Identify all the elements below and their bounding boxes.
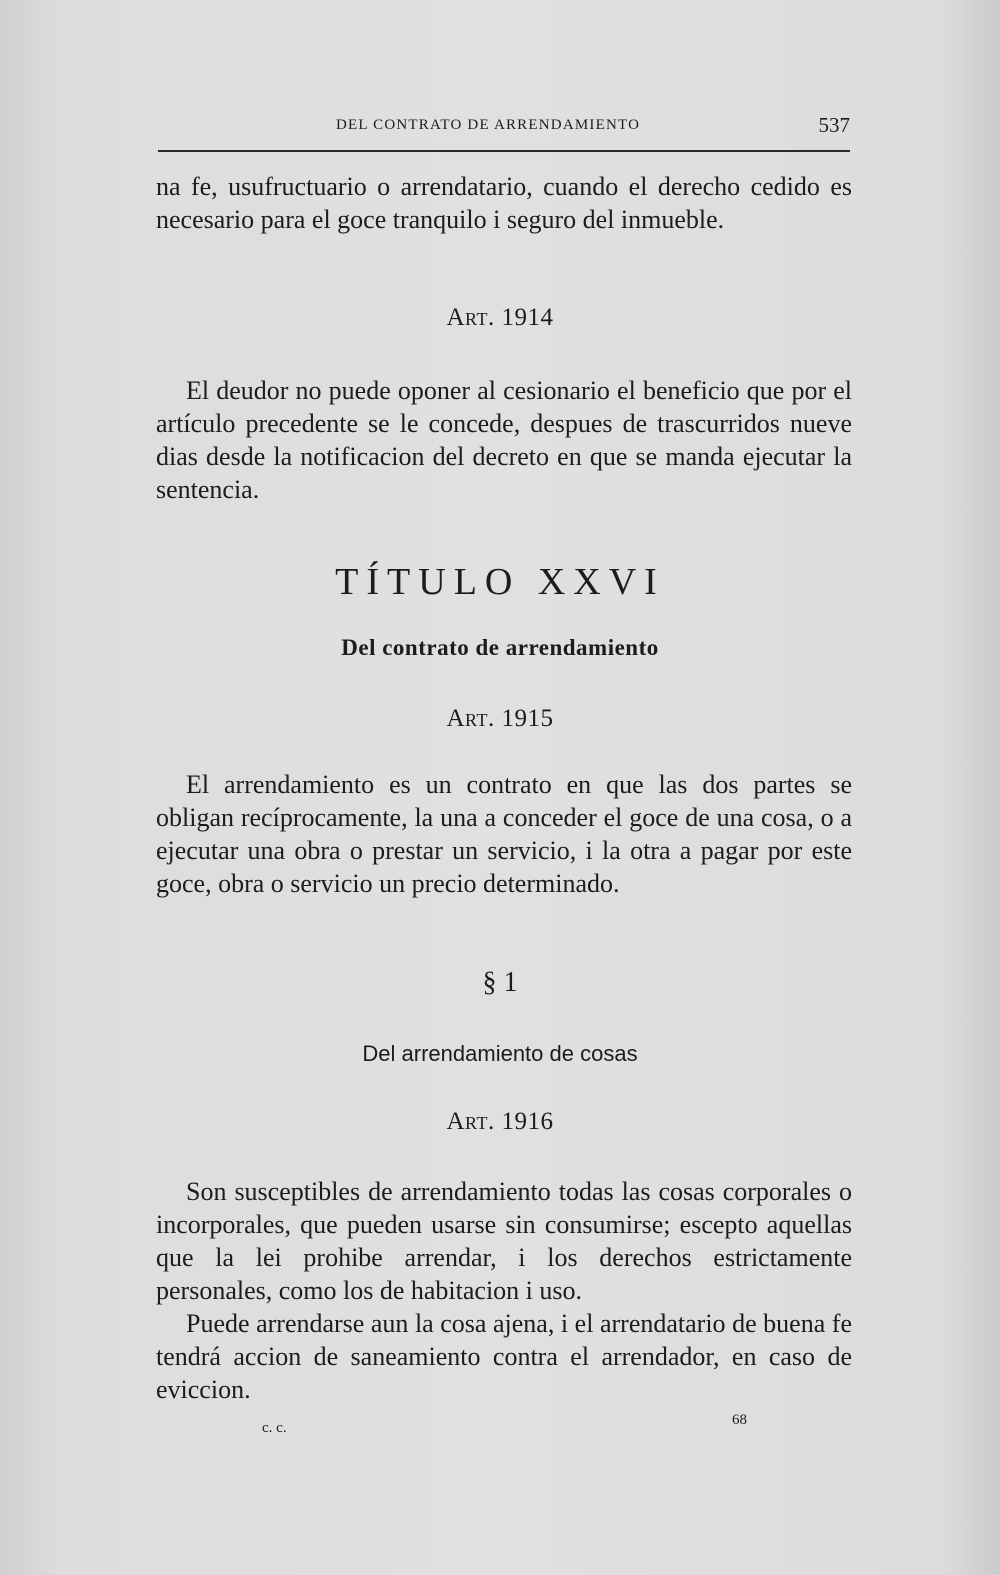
page-number: 537 [818, 113, 850, 137]
section-title: Del arrendamiento de cosas [362, 1041, 638, 1066]
sheet-number: 68 [732, 1412, 747, 1428]
title-heading: TÍTULO XXVI [335, 561, 665, 603]
article-number: 1915 [501, 705, 554, 732]
article-number: 1916 [501, 1108, 554, 1135]
article-number: 1914 [501, 304, 554, 331]
paragraph: El deudor no puede oponer al cesionario el beneficio que por el artículo precedente se le concede, despues de trascurridos nueve dias desde la notificacion del decreto en que se manda ejecutar la sentencia. [156, 376, 852, 504]
title-subheading: Del contrato de arrendamiento [341, 635, 659, 660]
running-head: DEL CONTRATO DE ARRENDAMIENTO [336, 117, 641, 133]
article-heading-1914 [0, 304, 1000, 332]
signature-mark: c. c. [262, 1420, 287, 1436]
header-rule [158, 150, 850, 152]
article-1914-body [156, 374, 852, 506]
article-heading-1915 [0, 705, 1000, 733]
article-1916-body [156, 1175, 852, 1406]
article-heading-1916 [0, 1108, 1000, 1136]
article-label: Art. [446, 304, 495, 331]
paragraph: El arrendamiento es un contrato en que las dos partes se obligan recíprocamente, la una a conceder el goce de una cosa, o a ejecutar una obra o prestar un servicio, i la otra a pagar por este goce, obra o servicio un precio determinado. [156, 770, 852, 898]
article-label: Art. [446, 1108, 495, 1135]
paragraph: Son susceptibles de arrendamiento todas las cosas corporales o incorporales, que pueden usarse sin consumirse; escepto aquellas que la lei prohibe arrendar, i los derechos estrictamente personales, como los de habitacion i uso. [156, 1177, 852, 1305]
article-1915-body [156, 768, 852, 900]
paragraph: Puede arrendarse aun la cosa ajena, i el arrendatario de buena fe tendrá accion de saneamiento contra el arrendador, en caso de eviccion. [156, 1309, 852, 1404]
article-label: Art. [446, 705, 495, 732]
continued-paragraph [156, 170, 852, 236]
page-header [158, 113, 850, 143]
section-mark: § 1 [482, 967, 518, 998]
paragraph: na fe, usufructuario o arrendatario, cuando el derecho cedido es necesario para el goce tranquilo i seguro del inmueble. [156, 172, 852, 234]
